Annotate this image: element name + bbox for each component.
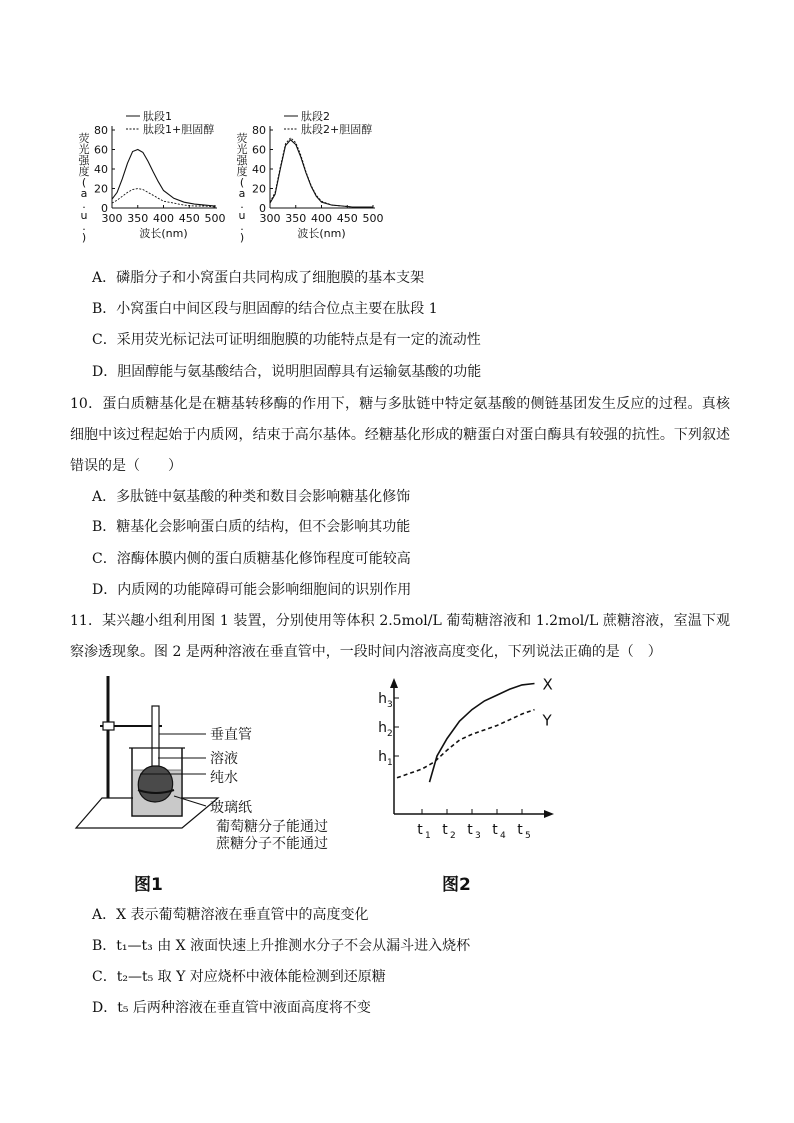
series-line-Y [397, 710, 535, 778]
q11-option-c: C．t₂—t₅ 取 Y 对应烧杯中液体能检测到还原糖 [92, 969, 386, 985]
fluorescence-chart-peptide2 [228, 108, 388, 254]
q11-option-b: B．t₁—t₃ 由 X 液面快速上升推测水分子不会从漏斗进入烧杯 [92, 938, 471, 954]
q9-option-b: B．小窝蛋白中间区段与胆固醇的结合位点主要在肽段 1 [92, 301, 438, 317]
y-tick-label: 0 [259, 202, 266, 215]
series-line-1 [270, 140, 373, 207]
x-tick-label: 300 [101, 212, 123, 225]
q10-option-b: B．糖基化会影响蛋白质的结构，但不会影响其功能 [92, 519, 411, 535]
y-axis-label-char: u [80, 209, 88, 222]
series-line-1 [112, 150, 215, 207]
y-tick-label: 20 [94, 182, 108, 196]
y-tick-label: h [378, 749, 387, 765]
q10-option-d: D．内质网的功能障碍可能会影响细胞间的识别作用 [92, 582, 412, 598]
label-glucose-pass: 葡萄糖分子能通过 [216, 819, 328, 835]
y-tick-label: 40 [252, 163, 266, 176]
x-tick-label: 400 [311, 212, 332, 225]
y-tick-label: 80 [94, 124, 108, 137]
series-label-X: X [542, 675, 553, 694]
clamp-knob [103, 722, 114, 730]
x-tick-label: 300 [259, 212, 281, 225]
x-tick-label: t [417, 822, 423, 838]
y-axis-label-char: ( [239, 176, 245, 189]
q10-stem: 10．蛋白质糖基化是在糖基转移酶的作用下，糖与多肽链中特定氨基酸的侧链基团发生反应的过程。真核细胞中该过程起始于内质网，结束于高尔基体。经糖基化形成的糖蛋白对蛋白酶具有较强的抗性。下列叙述错误的是（ ） [70, 396, 730, 474]
x-tick-subscript: 4 [500, 831, 506, 841]
y-axis-label-char: . [240, 198, 244, 211]
x-axis-arrow [544, 810, 554, 818]
q9-option-d: D．胆固醇能与氨基酸结合，说明胆固醇具有运输氨基酸的功能 [92, 364, 482, 380]
label-pure-water: 纯水 [210, 770, 238, 786]
y-axis-label-char: 强 [236, 154, 248, 167]
x-tick-label: t [492, 822, 498, 838]
x-tick-subscript: 3 [475, 831, 481, 841]
y-axis-label-char: 度 [236, 165, 248, 178]
figure1-caption: 图1 [134, 875, 163, 895]
y-axis-label-char: 度 [78, 165, 90, 178]
x-tick-label: 350 [127, 212, 149, 225]
y-axis-label-char: a [238, 187, 246, 200]
y-tick-label: 20 [252, 182, 266, 196]
fluorescence-chart-peptide1 [70, 108, 230, 254]
x-tick-subscript: 1 [425, 831, 431, 841]
y-tick-label: 0 [101, 202, 108, 215]
series-line-X [430, 684, 535, 783]
y-axis-arrow [390, 678, 398, 688]
y-tick-subscript: 3 [387, 700, 393, 710]
y-axis-label-char: 光 [78, 143, 90, 156]
y-axis-label-char: ( [81, 176, 87, 189]
x-tick-label: t [442, 822, 448, 838]
x-tick-label: t [467, 822, 473, 838]
q11-option-d: D．t₅ 后两种溶液在垂直管中液面高度将不变 [92, 1000, 371, 1016]
y-axis-label-char: . [240, 220, 244, 233]
x-tick-label: 500 [204, 212, 226, 225]
x-tick-label: 400 [153, 212, 174, 225]
height-change-chart [360, 672, 560, 848]
y-axis-label-char: 荧 [78, 132, 90, 145]
x-tick-label: 350 [285, 212, 307, 225]
x-axis-label: 波长(nm) [139, 227, 188, 240]
y-axis-label-char: ) [239, 231, 245, 244]
legend-label-2: 肽段2+胆固醇 [301, 123, 373, 136]
y-tick-label: h [378, 691, 387, 707]
legend-label-1: 肽段1 [143, 110, 172, 123]
funnel-solution [138, 766, 172, 802]
y-axis-label-char: 强 [78, 154, 90, 167]
y-tick-subscript: 2 [387, 729, 393, 739]
y-axis-label-char: u [238, 209, 246, 222]
figure2-caption: 图2 [442, 875, 471, 895]
x-tick-label: t [517, 822, 523, 838]
y-axis-label-char: 荧 [236, 132, 248, 145]
x-tick-label: 500 [362, 212, 384, 225]
legend-label-1: 肽段2 [301, 110, 330, 123]
y-axis-label-char: . [82, 198, 86, 211]
x-tick-label: 450 [336, 212, 358, 225]
x-axis-label: 波长(nm) [297, 227, 346, 240]
y-tick-label: 60 [94, 143, 108, 157]
label-sucrose-block: 蔗糖分子不能通过 [216, 836, 328, 852]
y-tick-label: 40 [94, 163, 108, 176]
q10-option-a: A．多肽链中氨基酸的种类和数目会影响糖基化修饰 [92, 489, 411, 505]
y-axis-label-char: . [82, 220, 86, 233]
y-tick-label: h [378, 720, 387, 736]
x-tick-subscript: 2 [450, 831, 456, 841]
q9-option-c: C．采用荧光标记法可证明细胞膜的功能特点是有一定的流动性 [92, 332, 481, 348]
q9-option-a: A．磷脂分子和小窝蛋白共同构成了细胞膜的基本支架 [92, 270, 425, 286]
x-tick-subscript: 5 [525, 831, 531, 841]
y-tick-subscript: 1 [387, 758, 393, 768]
label-cellophane: 玻璃纸 [210, 800, 252, 816]
y-tick-label: 80 [252, 124, 266, 137]
q10-option-c: C．溶酶体膜内侧的蛋白质糖基化修饰程度可能较高 [92, 551, 411, 567]
osmosis-apparatus-figure [70, 670, 360, 860]
y-axis-label-char: 光 [236, 143, 248, 156]
y-tick-label: 60 [252, 143, 266, 157]
q11-option-a: A．X 表示葡萄糖溶液在垂直管中的高度变化 [92, 907, 369, 923]
series-label-Y: Y [542, 711, 552, 730]
label-vertical-tube: 垂直管 [210, 727, 252, 743]
q11-stem: 11．某兴趣小组利用图 1 装置，分别使用等体积 2.5mol/L 葡萄糖溶液和 1.2mol/L 蔗糖溶液，室温下观察渗透现象。图 2 是两种溶液在垂直管中，一段时间内溶液高度变化，下列说法正确的是（ ） [70, 613, 730, 660]
y-axis-label-char: a [80, 187, 88, 200]
x-tick-label: 450 [178, 212, 200, 225]
y-axis-label-char: ) [81, 231, 87, 244]
label-solution: 溶液 [210, 751, 238, 767]
legend-label-2: 肽段1+胆固醇 [143, 123, 215, 136]
